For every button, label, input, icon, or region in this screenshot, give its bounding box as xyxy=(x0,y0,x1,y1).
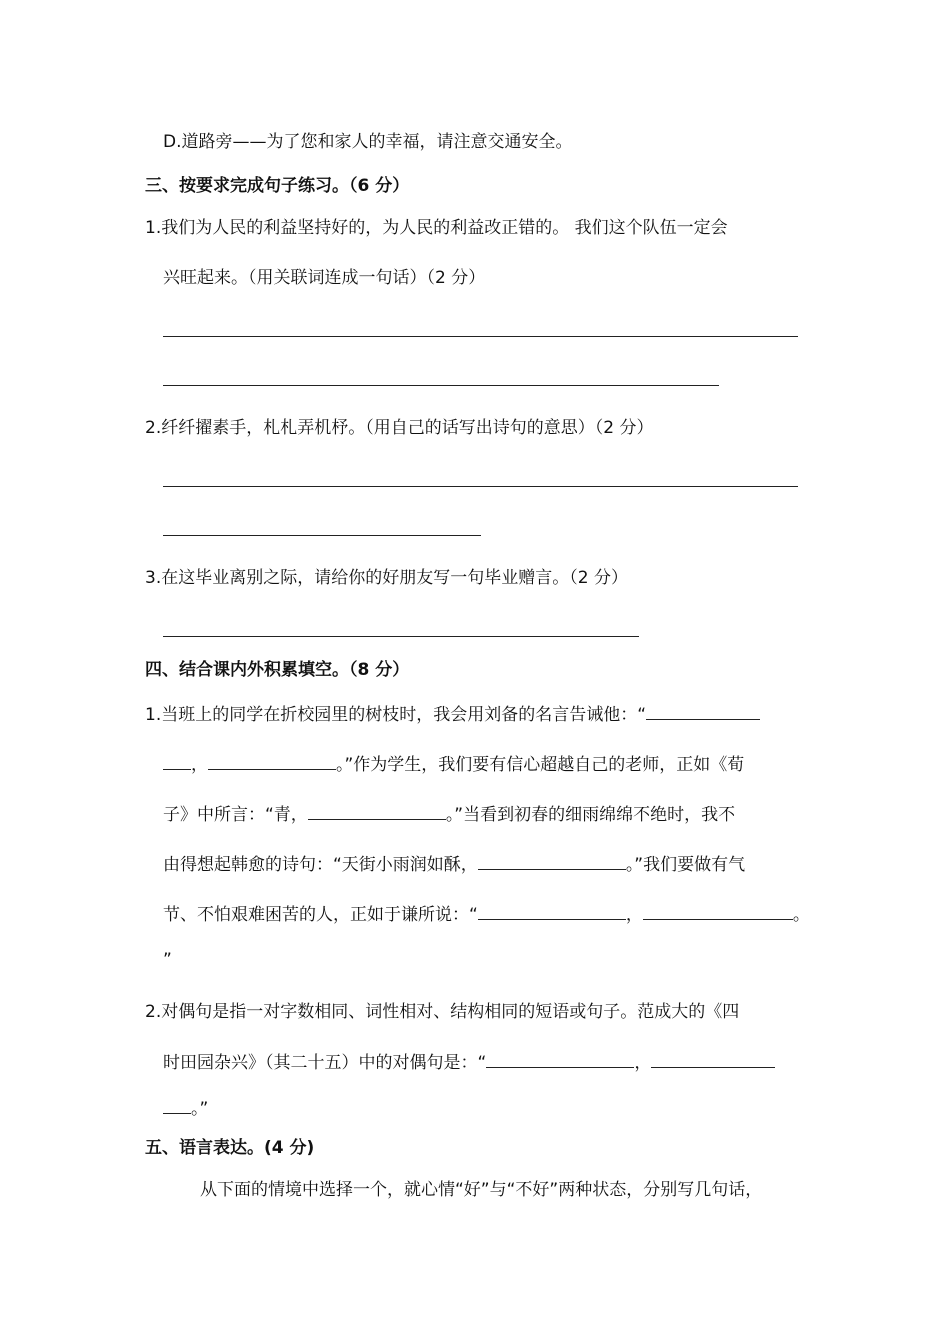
q4-1-line-1 xyxy=(145,702,760,727)
q4-2-text-b2: ， xyxy=(634,1053,652,1073)
blank-7[interactable] xyxy=(486,1050,634,1068)
blank-6[interactable] xyxy=(643,902,793,920)
q4-1-text-e3: 。 xyxy=(792,905,810,925)
q4-2-line-2 xyxy=(163,1050,775,1075)
q3-2-text: 2.纤纤擢素手，札札弄机杼。（用自己的话写出诗句的意思）（2 分） xyxy=(145,418,654,438)
q4-2-text-b1: 时田园杂兴》（其二十五）中的对偶句是：“ xyxy=(163,1053,487,1073)
q3-2-answer-line-2[interactable] xyxy=(163,535,481,536)
q4-1-line-4 xyxy=(163,852,745,877)
blank-8-cont[interactable] xyxy=(163,1096,191,1114)
q4-1-text-d1: 由得想起韩愈的诗句：“天街小雨润如酥， xyxy=(163,855,478,875)
section-3-heading: 三、按要求完成句子练习。（6 分） xyxy=(145,176,410,196)
q3-1-answer-line-2[interactable] xyxy=(163,385,719,386)
q4-1-line-3 xyxy=(163,802,735,827)
q4-2-line-3 xyxy=(163,1096,208,1121)
q4-1-line-6: ” xyxy=(163,950,172,970)
q4-1-line-5 xyxy=(163,902,810,927)
q4-1-text-e1: 节、不怕艰难困苦的人，正如于谦所说：“ xyxy=(163,905,478,925)
option-d-text: D.道路旁——为了您和家人的幸福，请注意交通安全。 xyxy=(163,132,573,152)
q4-1-text-b2: 。”作为学生，我们要有信心超越自己的老师，正如《荀 xyxy=(336,755,745,775)
blank-1[interactable] xyxy=(646,702,760,720)
q4-1-text-b1: ， xyxy=(191,755,208,775)
q3-3-answer-line[interactable] xyxy=(163,636,639,637)
q4-1-text-c2: 。”当看到初春的细雨绵绵不绝时，我不 xyxy=(445,805,736,825)
q3-1-line-1: 1.我们为人民的利益坚持好的，为人民的利益改正错的。 我们这个队伍一定会 xyxy=(145,218,728,238)
blank-5[interactable] xyxy=(478,902,626,920)
q3-1-answer-line-1[interactable] xyxy=(163,336,798,337)
q3-2-answer-line-1[interactable] xyxy=(163,486,798,487)
q4-1-text-c1: 子》中所言：“青， xyxy=(163,805,308,825)
blank-4[interactable] xyxy=(478,852,626,870)
section-4-heading: 四、结合课内外积累填空。（8 分） xyxy=(145,660,410,680)
q3-1-line-2: 兴旺起来。（用关联词连成一句话）（2 分） xyxy=(163,268,486,288)
q4-1-line-2 xyxy=(163,752,744,777)
blank-1-cont[interactable] xyxy=(163,752,191,770)
q4-1-text-e2: ， xyxy=(625,905,643,925)
section-5-text: 从下面的情境中选择一个，就心情“好”与“不好”两种状态，分别写几句话， xyxy=(200,1180,763,1200)
blank-8[interactable] xyxy=(651,1050,775,1068)
section-5-heading: 五、语言表达。(4 分) xyxy=(145,1138,315,1158)
q4-2-line-1: 2.对偶句是指一对字数相同、词性相对、结构相同的短语或句子。范成大的《四 xyxy=(145,1002,740,1022)
blank-2[interactable] xyxy=(208,752,336,770)
q4-2-text-c: 。” xyxy=(191,1099,209,1119)
blank-3[interactable] xyxy=(308,802,446,820)
q4-1-text-d2: 。”我们要做有气 xyxy=(625,855,746,875)
q3-3-text: 3.在这毕业离别之际，请给你的好朋友写一句毕业赠言。（2 分） xyxy=(145,568,628,588)
q4-1-text-a: 1.当班上的同学在折校园里的树枝时，我会用刘备的名言告诫他：“ xyxy=(145,705,647,725)
